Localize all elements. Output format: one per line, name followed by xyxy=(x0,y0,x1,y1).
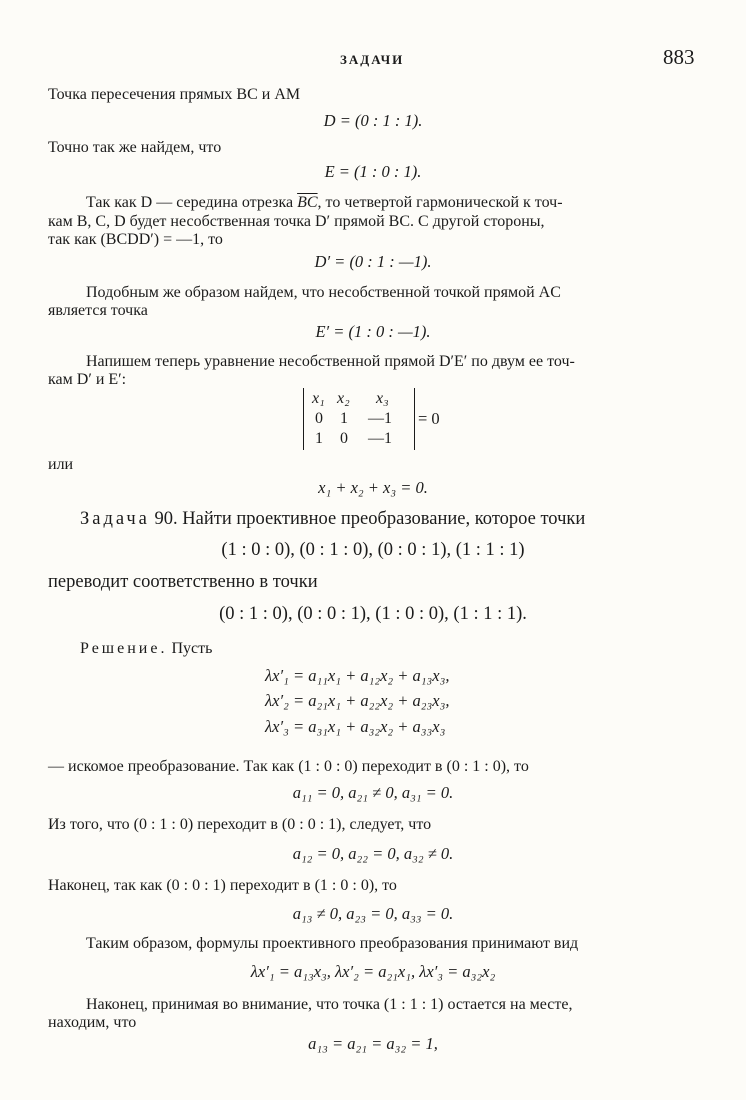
formula: E′ = (1 : 0 : —1). xyxy=(315,322,431,341)
matrix-cell: —1 xyxy=(368,410,392,427)
determinant-matrix xyxy=(303,388,415,450)
text-line: Наконец, так как (0 : 0 : 1) переходит в (1 : 0 : 0), то xyxy=(48,877,397,894)
text-span: , то четвертой гармонической к точ- xyxy=(317,194,563,211)
formula: λx′₂ = a₂₁x₁ + a₂₂x₂ + a₂₃x₃, xyxy=(265,691,450,710)
matrix-cell: 1 xyxy=(340,410,348,427)
matrix-cell: x₃ xyxy=(376,390,389,407)
problem-statement xyxy=(80,510,585,528)
determinant-equals: = 0 xyxy=(418,409,440,428)
page-number: 883 xyxy=(663,45,695,69)
formula: D′ = (0 : 1 : —1). xyxy=(314,252,432,271)
formula: a₁₃ ≠ 0, a₂₃ = 0, a₃₃ = 0. xyxy=(292,904,454,923)
text-line: или xyxy=(48,456,74,473)
solution-label: Решение. xyxy=(80,640,168,657)
text-span: Так как D — середина отрезка xyxy=(86,194,294,211)
formula: a₁₁ = 0, a₂₁ ≠ 0, a₃₁ = 0. xyxy=(292,783,454,802)
text-line: Напишем теперь уравнение несобственной прямой D′E′ по двум ее точ- xyxy=(86,353,575,370)
formula: (0 : 1 : 0), (0 : 0 : 1), (1 : 0 : 0), (1 : 1 : 1). xyxy=(219,604,527,624)
text-line: Из того, что (0 : 1 : 0) переходит в (0 : 0 : 1), следует, что xyxy=(48,816,432,833)
formula: (1 : 0 : 0), (0 : 1 : 0), (0 : 0 : 1), (1 : 1 : 1) xyxy=(221,540,525,560)
formula: λx′₁ = a₁₁x₁ + a₁₂x₂ + a₁₃x₃, xyxy=(265,666,450,685)
text-line: — искомое преобразование. Так как (1 : 0 : 0) переходит в (0 : 1 : 0), то xyxy=(48,758,529,775)
running-head: ЗАДАЧИ xyxy=(340,52,405,67)
text-line: находим, что xyxy=(48,1014,137,1031)
problem-text: 90. Найти проективное преобразование, которое точки xyxy=(154,509,586,529)
text-line xyxy=(86,194,563,212)
text-line: Точка пересечения прямых BC и AM xyxy=(48,86,301,103)
text-line: переводит соответственно в точки xyxy=(48,572,318,592)
formula: a₁₂ = 0, a₂₂ = 0, a₃₂ ≠ 0. xyxy=(292,844,454,863)
text-line: является точка xyxy=(48,302,148,319)
text-line: Наконец, принимая во внимание, что точка (1 : 1 : 1) остается на месте, xyxy=(86,996,573,1013)
text-line: кам D′ и E′: xyxy=(48,371,127,388)
text-line: так как (BCDD′) = —1, то xyxy=(48,231,223,248)
matrix-cell: 0 xyxy=(315,410,323,427)
solution-line xyxy=(80,640,212,658)
formula: a₁₃ = a₂₁ = a₃₂ = 1, xyxy=(308,1034,438,1053)
problem-label: Задача xyxy=(80,509,150,529)
matrix-cell: —1 xyxy=(368,430,392,447)
matrix-cell: x₂ xyxy=(337,390,350,407)
formula: E = (1 : 0 : 1). xyxy=(324,162,422,181)
segment-overline: $\overline{BC}$ xyxy=(297,194,318,211)
formula: x₁ + x₂ + x₃ = 0. xyxy=(318,478,428,497)
text-line: Точно так же найдем, что xyxy=(48,139,222,156)
matrix-cell: x₁ xyxy=(312,390,325,407)
text-line: Подобным же образом найдем, что несобственной точкой прямой AC xyxy=(86,284,561,301)
solution-text: Пусть xyxy=(171,640,213,657)
matrix-cell: 0 xyxy=(340,430,348,447)
formula: λx′₃ = a₃₁x₁ + a₃₂x₂ + a₃₃x₃ xyxy=(265,717,446,736)
formula: D = (0 : 1 : 1). xyxy=(323,111,423,130)
formula: λx′₁ = a₁₃x₃, λx′₂ = a₂₁x₁, λx′₃ = a₃₂x₂ xyxy=(250,962,496,981)
text-line: Таким образом, формулы проективного преобразования принимают вид xyxy=(86,935,579,952)
text-line: кам B, C, D будет несобственная точка D′ прямой BC. С другой стороны, xyxy=(48,213,545,230)
matrix-cell: 1 xyxy=(315,430,323,447)
